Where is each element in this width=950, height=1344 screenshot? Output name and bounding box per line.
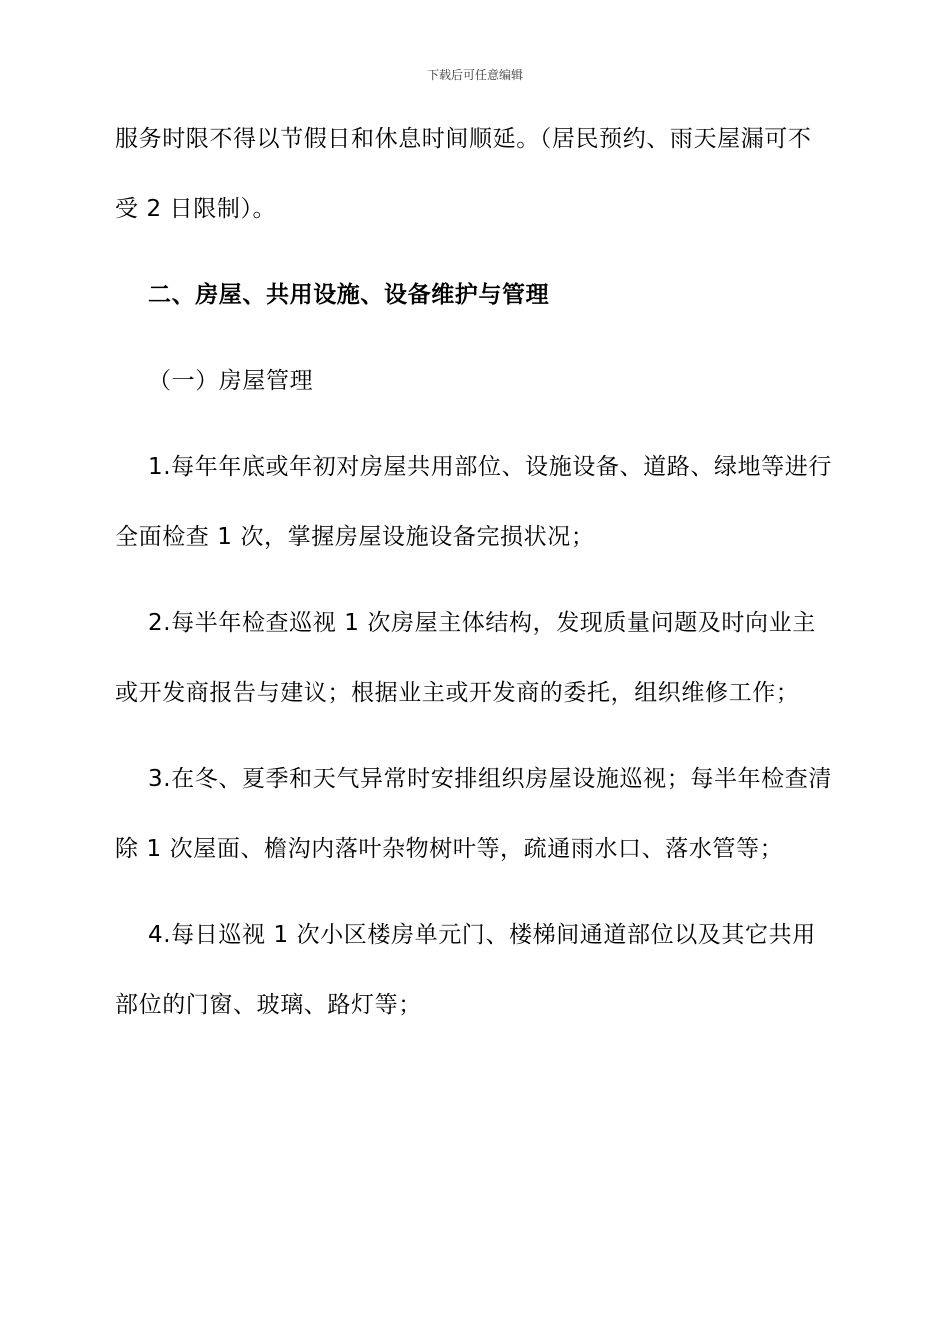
intro-paragraph: 服务时限不得以节假日和休息时间顺延。（居民预约、雨天屋漏可不受 2 日限制）。: [115, 126, 812, 222]
header-note: 下载后可任意编辑: [426, 68, 523, 82]
list-item: 3.在冬、夏季和天气异常时安排组织房屋设施巡视；每半年检查清除 1 次屋面、檐沟内落叶杂物树叶等，疏通雨水口、落水管等；: [115, 766, 832, 862]
list-item: 1.每年年底或年初对房屋共用部位、设施设备、道路、绿地等进行全面检查 1 次，掌握房屋设施设备完损状况；: [115, 454, 832, 550]
subsection-title: （一）房屋管理: [148, 368, 314, 394]
document-body: [115, 104, 835, 1056]
section-title: 二、房屋、共用设施、设备维护与管理: [148, 282, 550, 308]
list-item: 4.每日巡视 1 次小区楼房单元门、楼梯间通道部位以及其它共用部位的门窗、玻璃、路灯等；: [115, 922, 816, 1018]
list-item: 2.每半年检查巡视 1 次房屋主体结构，发现质量问题及时向业主或开发商报告与建议；根据业主或开发商的委托，组织维修工作；: [115, 610, 816, 706]
